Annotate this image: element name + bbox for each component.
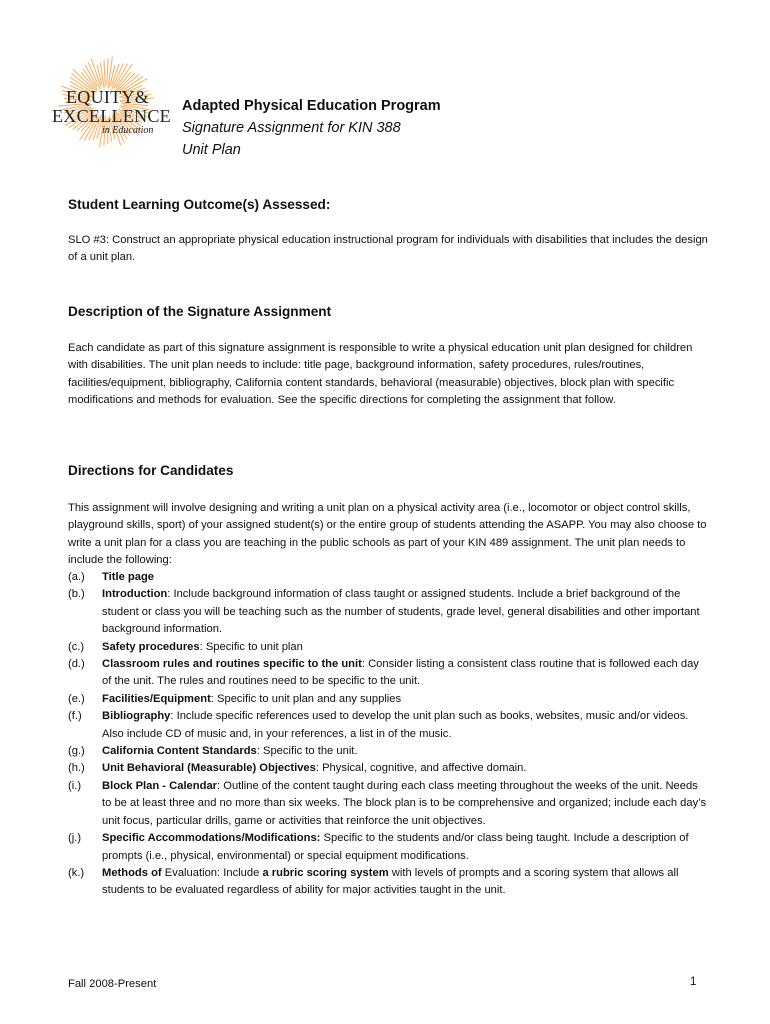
- list-item: [68, 830, 708, 865]
- item-label: Bibliography: [102, 710, 171, 723]
- slo-heading: Student Learning Outcome(s) Assessed:: [68, 197, 331, 212]
- list-item: [68, 865, 708, 900]
- list-item: [68, 708, 708, 743]
- item-label: Safety procedures: [102, 640, 200, 653]
- list-marker: (d.): [68, 658, 85, 671]
- footer-date-range: Fall 2008-Present: [68, 978, 157, 990]
- logo-line-equity: EQUITY&: [66, 87, 150, 107]
- list-marker: (j.): [68, 832, 82, 845]
- assignment-subtitle: Signature Assignment for KIN 388: [182, 120, 401, 136]
- item-label: Unit Behavioral (Measurable) Objectives: [102, 762, 316, 775]
- list-marker: (c.): [68, 640, 85, 653]
- description-text: Each candidate as part of this signature assignment is responsible to write a physical education unit plan designed for children with disabilities. The unit plan needs to include: title page, background information, safety procedures, rules/routines, facilities/equipment, bibliography, California content standards, behavioral (measurable) objectives, block plan with specific modifications and methods for evaluation. See the specific directions for completing the assignment that follow.: [68, 342, 693, 407]
- item-text: : Specific to unit plan and any supplies: [210, 692, 402, 705]
- list-marker: (b.): [68, 588, 85, 601]
- list-item: [68, 778, 708, 830]
- list-marker: (k.): [68, 866, 85, 879]
- requirements-list: [68, 569, 708, 900]
- unit-plan-subtitle: Unit Plan: [182, 142, 241, 158]
- list-item: [68, 656, 708, 691]
- page-number: 1: [690, 976, 697, 988]
- item-label: Block Plan - Calendar: [102, 779, 218, 792]
- item-text: Evaluation: Include: [161, 866, 263, 879]
- item-label: Facilities/Equipment: [102, 692, 211, 705]
- item-text: Specific to the students and/or class being taught. Include a description of prompts (i.e., physical, environmental) or special equipment modifications.: [102, 832, 689, 862]
- list-item: [68, 691, 708, 708]
- sunburst-ray: [107, 58, 108, 85]
- item-label: Classroom rules and routines specific to the unit: [102, 658, 362, 671]
- logo-line-in-education: in Education: [102, 125, 154, 136]
- item-label: Title page: [102, 571, 155, 583]
- equity-excellence-logo: [44, 56, 174, 148]
- item-label: Methods of: [102, 866, 162, 879]
- directions-heading: Directions for Candidates: [68, 463, 234, 478]
- list-item: [68, 586, 708, 638]
- item-label: Introduction: [102, 588, 168, 601]
- list-marker: (g.): [68, 745, 85, 758]
- list-marker: (h.): [68, 762, 85, 775]
- item-text-continued: with levels of prompts and a scoring system that allows all students to be evaluated regardless of ability for major activities taught in the unit.: [102, 866, 679, 897]
- list-marker: (f.): [68, 710, 82, 723]
- directions-intro: This assignment will involve designing and writing a unit plan on a physical activity area (i.e., locomotor or object control skills, playground skills, sport) of your assigned student(s) or the entire group of students attending the ASAPP. You may also choose to write a unit plan for a class you are teaching in the public schools as part of your KIN 489 assignment. The unit plan needs to include the following:: [68, 502, 707, 567]
- item-label-emphasis: a rubric scoring system: [262, 866, 389, 879]
- item-text: : Specific to unit plan: [199, 640, 303, 653]
- item-text: : Physical, cognitive, and affective domain.: [315, 762, 527, 775]
- description-heading: Description of the Signature Assignment: [68, 304, 332, 319]
- list-marker: (a.): [68, 571, 85, 583]
- item-text: : Consider listing a consistent class routine that is followed each day of the unit. The rules and routines need to be specific to the unit.: [102, 658, 699, 688]
- item-text: : Outline of the content taught during each class meeting throughout the weeks of the unit. Needs to be at least three and no more than six weeks. The block plan is to be comprehensive and organized; include each day’s unit focus, particular drills, game or activities that reinforce the unit objectives.: [102, 779, 707, 827]
- slo-text: SLO #3: Construct an appropriate physical education instructional program for individuals with disabilities that includes the design of a unit plan.: [68, 234, 708, 264]
- logo-line-excellence: EXCELLENCE: [52, 106, 171, 126]
- item-label: California Content Standards: [102, 745, 257, 758]
- item-label: Specific Accommodations/Modifications:: [102, 832, 321, 845]
- item-text: : Include background information of class taught or assigned students. Include a brief background of the student or class you will be teaching such as the number of students, grade level, general disabilities and other important background information.: [102, 588, 700, 636]
- document-header: [182, 95, 441, 161]
- list-marker: (i.): [68, 779, 82, 792]
- list-item: [68, 639, 708, 656]
- item-text: : Include specific references used to develop the unit plan such as books, websites, music and/or videos. Also include CD of music and, in your references, a list in of the music.: [102, 710, 689, 740]
- sunburst-ray: [104, 60, 105, 87]
- list-marker: (e.): [68, 692, 85, 705]
- list-item: [68, 743, 708, 760]
- item-text: : Specific to the unit.: [256, 745, 358, 758]
- list-item: [68, 760, 708, 777]
- list-item: [68, 569, 708, 586]
- program-title: Adapted Physical Education Program: [182, 98, 441, 114]
